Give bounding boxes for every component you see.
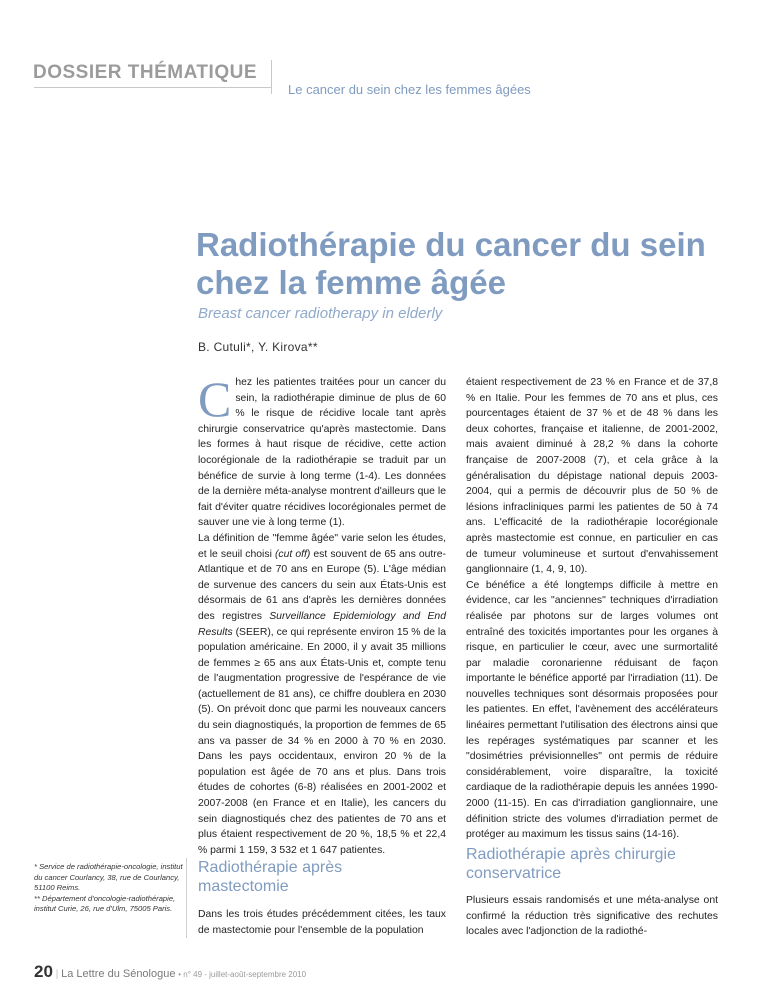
paragraph-text: est souvent de 65 ans outre-Atlantique et de 70 ans en Europe (5). L'âge médian de survenue des cancers du sein aux États-Unis est désormais de 61 ans d'après les dernières données des registres [198, 548, 446, 622]
header-divider [271, 60, 272, 94]
section-label: DOSSIER THÉMATIQUE [33, 62, 257, 83]
running-head: Le cancer du sein chez les femmes âgées [288, 82, 531, 97]
section-heading-mastectomy: Radiothérapie après mastectomie [198, 859, 343, 895]
authors: B. Cutuli*, Y. Kirova** [198, 340, 318, 354]
body-column-right [466, 375, 718, 843]
mastectomy-rates-paragraph: étaient respectivement de 23 % en France et de 37,8 % en Italie. Pour les femmes de 70 ans et plus, ces pourcentages étaient de 37 % et de 48 % dans les deux cohortes, française et italienne, de 2001-2002, mais avaient diminué à 28,2 % dans la cohorte française de 2007-2008 (7), et cela grâce à la généralisation du dépistage national depuis 2003-2004, qui a permis de découvrir plus de 50 % de lésions infracliniques parmi les patientes de 50 à 74 ans. L'efficacité de la radiothérapie locorégionale après mastectomie est connue, en particulier en cas de tumeur volumineuse et surtout d'envahissement ganglionnaire (1, 4, 9, 10). [466, 377, 718, 576]
header-rule [34, 87, 272, 88]
body-column-left [198, 371, 446, 858]
intro-paragraph [198, 371, 446, 531]
footer-separator: | [55, 969, 59, 980]
affiliation-2: ** Département d'oncologie-radiothérapie, institut Curie, 26, rue d'Ulm, 75005 Paris. [34, 893, 176, 913]
issue-info: • n° 49 - juillet-août-septembre 2010 [178, 970, 307, 979]
article-title: Radiothérapie du cancer du sein chez la femme âgée [196, 226, 706, 301]
article-subtitle: Breast cancer radiotherapy in elderly [198, 305, 443, 322]
page-footer [34, 962, 306, 982]
italic-term: Surveillance Epidemiology and End Results [198, 610, 446, 638]
page-number: 20 [34, 962, 53, 981]
affiliations-footnote [34, 862, 184, 915]
paragraph-text: (SEER), ce qui représente environ 15 % de la population américaine. En 2000, il y avait 35 millions de femmes ≥ 65 ans aux États-Unis et, compte tenu de l'augmentation progressive de l'espérance de vie (actuellement de 81 ans), ce chiffre doublera en 2030 (5). On prévoit donc que parmi les nouveaux cancers du sein diagnostiqués, la proportion de femmes de 65 ans va passer de 34 % en 2000 à 70 % en 2030. Dans les pays occidentaux, environ 20 % de la population est âgée de 70 ans et plus. Dans trois études de cohortes (6-8) réalisées en 2001-2002 et 2007-2008 (en France et en Italie), les cancers du sein diagnostiqués chez des patientes de 70 ans et plus étaient respectivement de 20 %, 18,5 % et 22,4 % parmi 1 159, 3 532 et 1 647 patientes. [198, 626, 446, 856]
definition-paragraph [198, 531, 446, 858]
italic-term: (cut off) [274, 548, 311, 560]
paragraph-text: La définition de "femme âgée" varie selon les études, et le seuil choisi [198, 532, 446, 560]
section-heading-conservative: Radiothérapie après chirurgie conservatrice [466, 846, 676, 882]
drop-cap: C [198, 371, 232, 427]
techniques-paragraph: Ce bénéfice a été longtemps difficile à mettre en évidence, car les "anciennes" techniques d'irradiation réalisée par photons sur de larges volumes ont entraîné des toxicités importantes pour les organes à risque, en particulier le cœur, avec une surmortalité par maladie coronarienne réduisant de façon importante le bénéfice apporté par l'irradiation (11). De nouvelles techniques sont désormais proposées pour les patientes. En effet, l'avènement des accélérateurs linéaires permettant l'utilisation des électrons ainsi que les repérages systématiques par scanner et les "dosimétries prévisionnelles" ont permis de réduire considérablement, voire disparaître, la toxicité cardiaque de la radiothérapie depuis les années 1990-2000 (11-15). En cas d'irradiation ganglionnaire, une définition stricte des volumes d'irradiation permet de protéger au maximum les tissus sains (14-16). [466, 579, 718, 841]
conservative-section-text: Plusieurs essais randomisés et une méta-analyse ont confirmé la réduction très significative des rechutes locales avec l'adjonction de la radiothé- [466, 895, 718, 938]
mastectomy-section-text: Dans les trois études précédemment citées, les taux de mastectomie pour l'ensemble de la population [198, 909, 446, 936]
footnote-divider [186, 858, 187, 938]
intro-text: hez les patientes traitées pour un cancer du sein, la radiothérapie diminue de plus de 60 % le risque de récidive locale tant après chirurgie conservatrice qu'après mastectomie. Dans les formes à haut risque de récidive, cette action locorégionale de la radiothérapie se traduit par un bénéfice de survie à long terme (1-4). Les données de la dernière méta-analyse montrent d'ailleurs que le fait d'éviter quatre récidives locorégionales permet de sauver une vie à long terme (1). [198, 377, 446, 529]
affiliation-1: * Service de radiothérapie-oncologie, institut du cancer Courlancy, 38, rue de Courlancy, 51100 Reims. [34, 862, 183, 892]
journal-name: La Lettre du Sénologue [61, 968, 176, 980]
